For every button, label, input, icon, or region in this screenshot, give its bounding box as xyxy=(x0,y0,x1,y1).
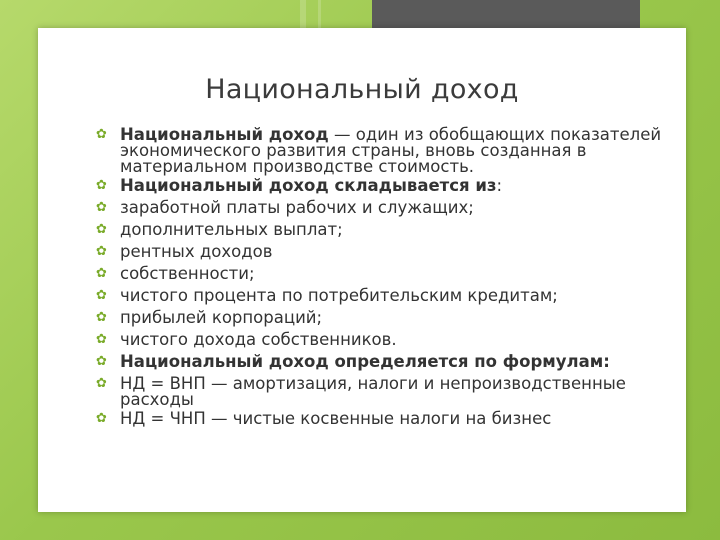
ornament-bullet-icon: ✿ xyxy=(96,266,107,281)
list-item-bold: Национальный доход определяется по формулам: xyxy=(120,352,610,371)
ornament-bullet-icon: ✿ xyxy=(96,244,107,259)
ornament-bullet-icon: ✿ xyxy=(96,354,107,369)
list-item-plain: собственности; xyxy=(120,264,255,283)
list-item-text xyxy=(120,285,696,304)
list-item-plain: прибылей корпораций; xyxy=(120,308,323,327)
ornament-bullet-icon: ✿ xyxy=(96,310,107,325)
list-item-bold: Национальный доход складывается из xyxy=(120,176,497,195)
slide-title: Национальный доход xyxy=(205,74,519,105)
list-item xyxy=(96,285,696,307)
list-item xyxy=(96,175,696,197)
ornament-bullet-icon: ✿ xyxy=(96,411,107,426)
list-item xyxy=(96,219,696,241)
list-item-text xyxy=(120,329,696,348)
list-item-text xyxy=(120,408,696,427)
list-item xyxy=(96,241,696,263)
list-item xyxy=(96,351,696,373)
list-item xyxy=(96,373,696,408)
list-item-text xyxy=(120,124,696,175)
list-item-plain: рентных доходов xyxy=(120,242,273,261)
list-item-plain: — один из обобщающих показателей экономического развития страны, вновь созданная в материальном производстве стоимость. xyxy=(120,125,662,176)
list-item-text xyxy=(120,263,696,282)
list-item-plain: заработной платы рабочих и служащих; xyxy=(120,198,474,217)
list-item xyxy=(96,197,696,219)
list-item-text xyxy=(120,197,696,216)
ornament-bullet-icon: ✿ xyxy=(96,127,107,142)
ornament-bullet-icon: ✿ xyxy=(96,332,107,347)
bullet-list xyxy=(96,124,696,430)
list-item xyxy=(96,124,696,175)
list-item-text xyxy=(120,219,696,238)
list-item-text xyxy=(120,351,696,370)
list-item-text xyxy=(120,241,696,260)
list-item-plain: НД = ЧНП — чистые косвенные налоги на бизнес xyxy=(120,409,552,428)
list-item-plain: НД = ВНП — амортизация, налоги и непроизводственные расходы xyxy=(120,374,626,409)
list-item-plain: чистого дохода собственников. xyxy=(120,330,397,349)
list-item-bold: Национальный доход xyxy=(120,125,329,144)
list-item-plain: дополнительных выплат; xyxy=(120,220,343,239)
ornament-bullet-icon: ✿ xyxy=(96,376,107,391)
list-item-plain: чистого процента по потребительским кредитам; xyxy=(120,286,558,305)
ornament-bullet-icon: ✿ xyxy=(96,178,107,193)
list-item xyxy=(96,263,696,285)
slide xyxy=(38,28,686,512)
list-item-plain: : xyxy=(496,176,503,195)
ornament-bullet-icon: ✿ xyxy=(96,288,107,303)
list-item xyxy=(96,408,696,430)
list-item-text xyxy=(120,175,696,194)
list-item xyxy=(96,307,696,329)
list-item-text xyxy=(120,307,696,326)
list-item xyxy=(96,329,696,351)
ornament-bullet-icon: ✿ xyxy=(96,222,107,237)
ornament-bullet-icon: ✿ xyxy=(96,200,107,215)
list-item-text xyxy=(120,373,696,408)
